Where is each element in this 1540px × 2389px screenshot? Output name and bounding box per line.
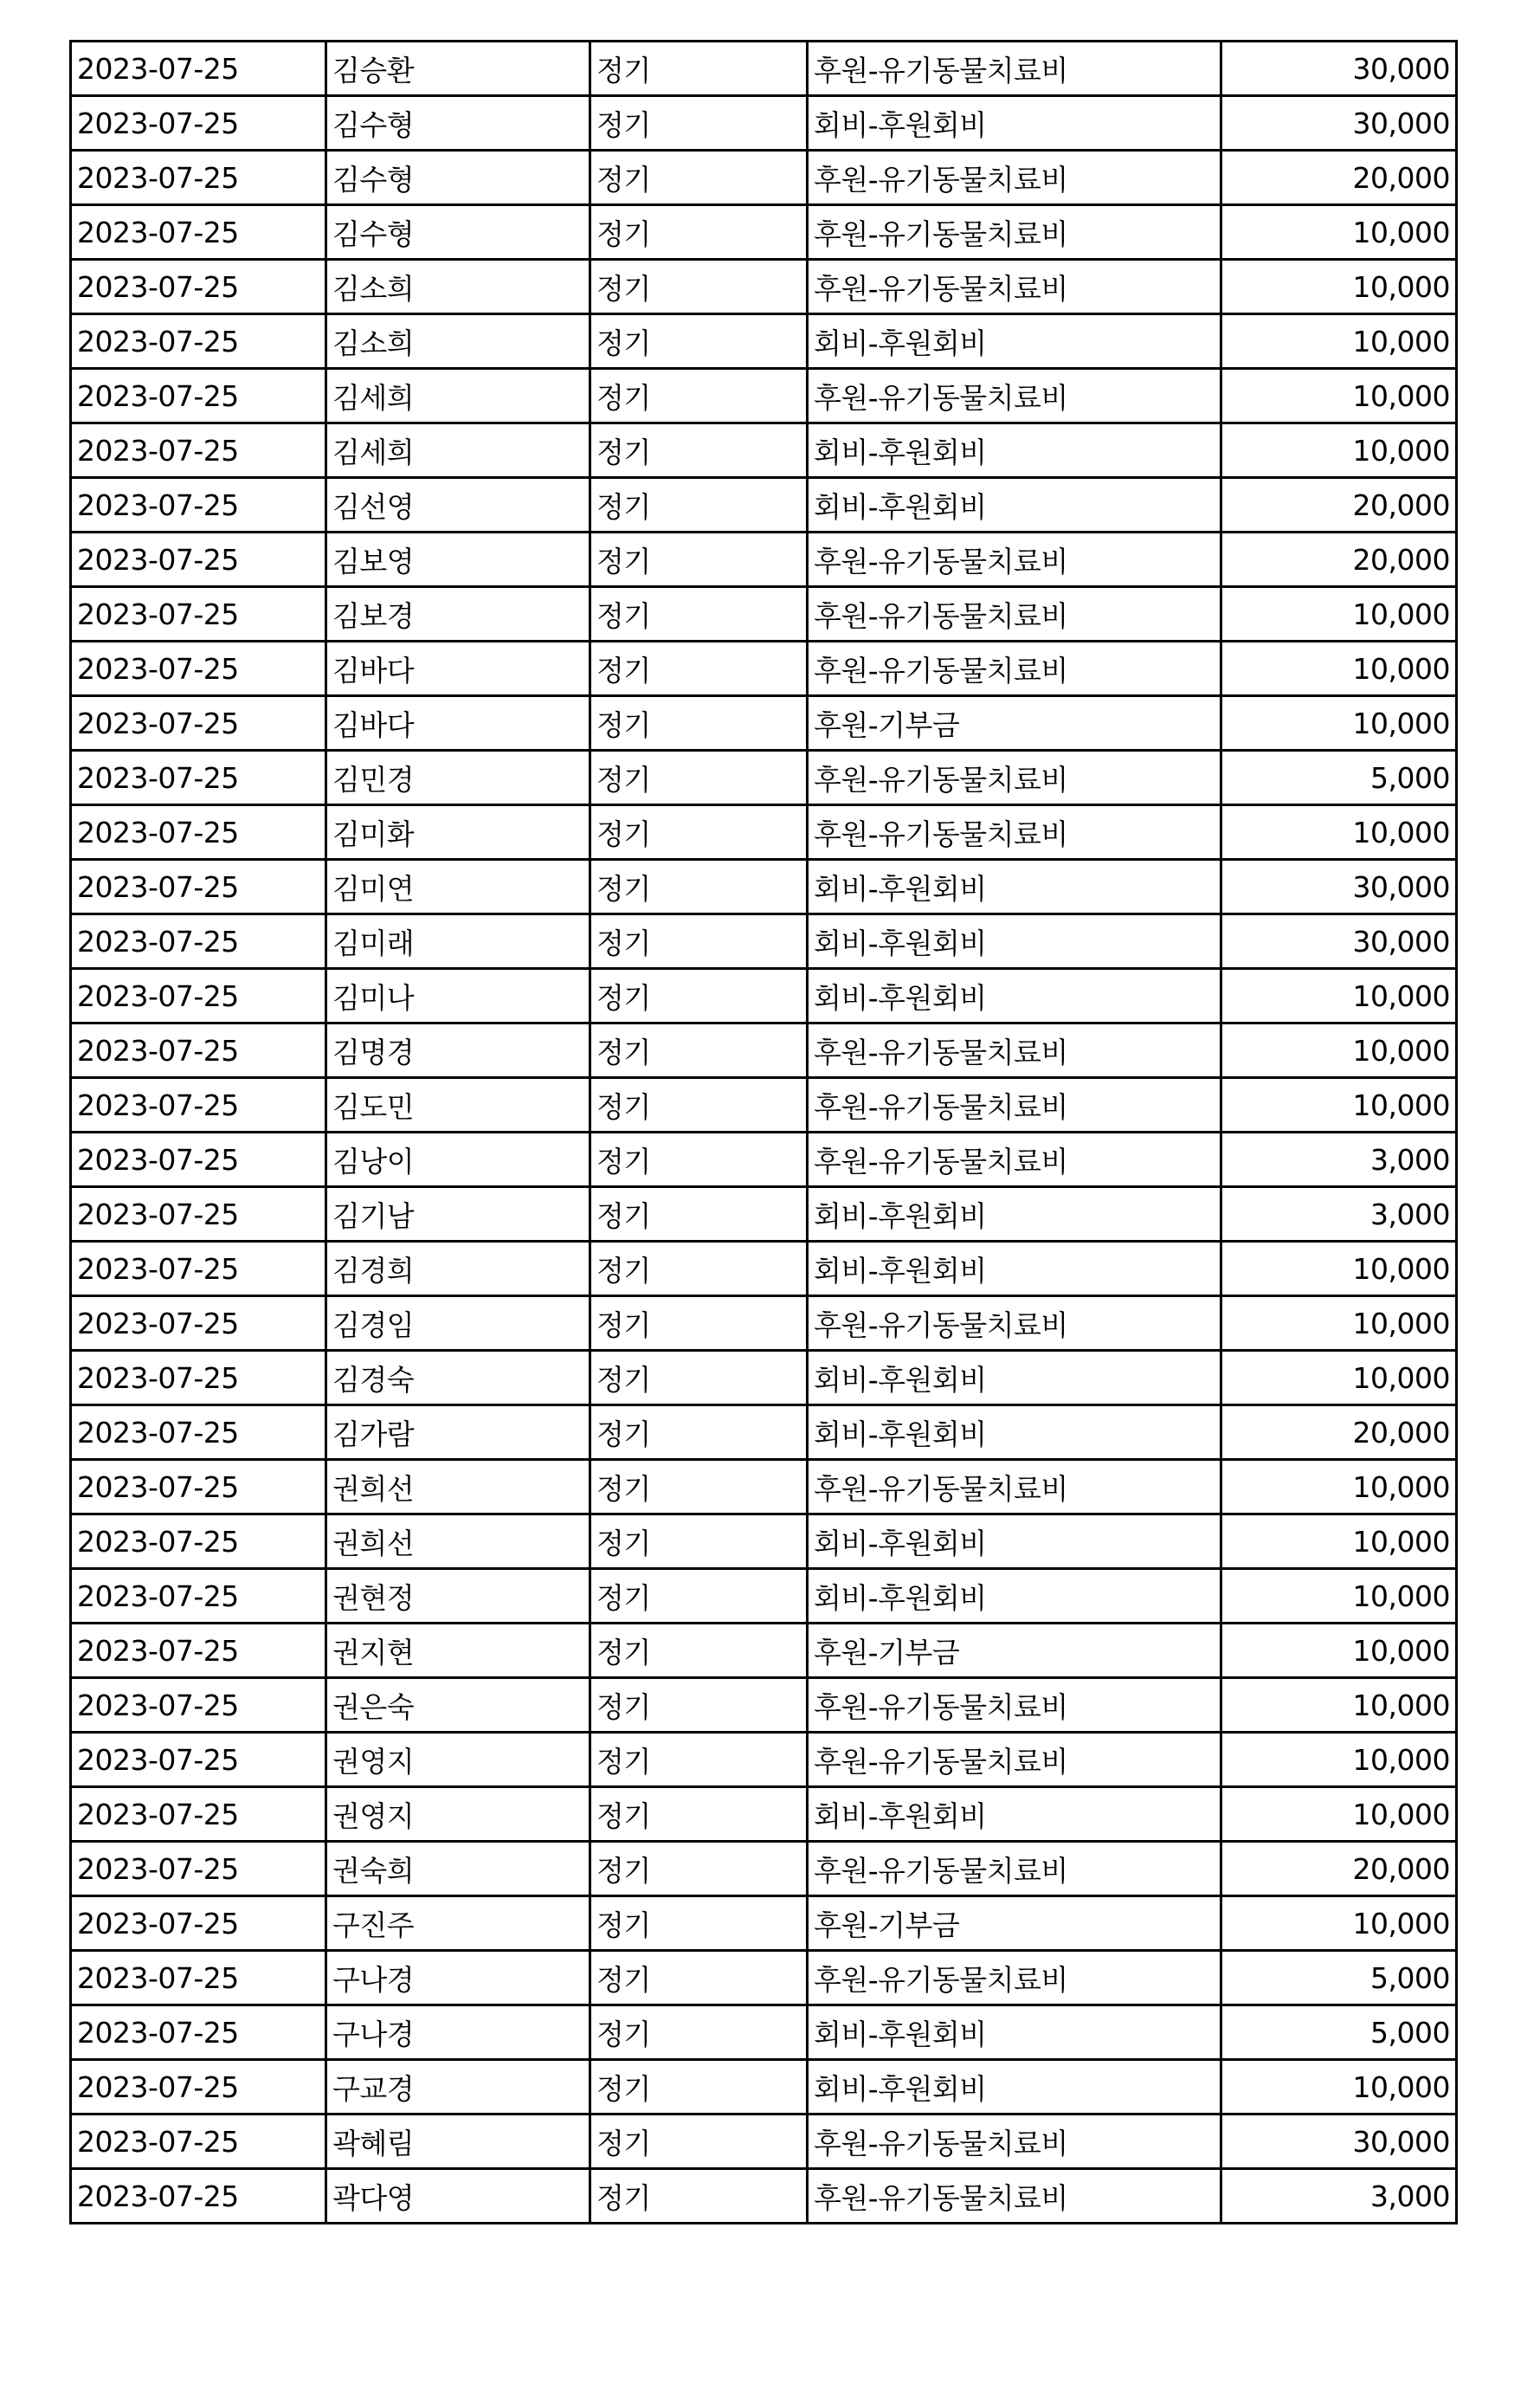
category-cell: 후원-유기동물치료비 xyxy=(808,642,1221,696)
category-cell: 회비-후원회비 xyxy=(808,423,1221,478)
category-cell: 후원-유기동물치료비 xyxy=(808,587,1221,642)
table-row xyxy=(71,1187,1457,1242)
table-row xyxy=(71,314,1457,369)
payment-type-cell: 정기 xyxy=(590,1405,808,1460)
category-cell: 후원-유기동물치료비 xyxy=(808,751,1221,805)
payment-type-cell: 정기 xyxy=(590,1242,808,1296)
donor-name-cell: 구진주 xyxy=(326,1896,590,1951)
payment-type-cell: 정기 xyxy=(590,2060,808,2115)
amount-cell: 20,000 xyxy=(1221,151,1457,205)
date-cell: 2023-07-25 xyxy=(71,1296,326,1351)
table-row xyxy=(71,42,1457,96)
payment-type-cell: 정기 xyxy=(590,860,808,914)
payment-type-cell: 정기 xyxy=(590,642,808,696)
date-cell: 2023-07-25 xyxy=(71,1514,326,1569)
donor-name-cell: 구나경 xyxy=(326,1951,590,2005)
amount-cell: 10,000 xyxy=(1221,1787,1457,1842)
date-cell: 2023-07-25 xyxy=(71,205,326,260)
donor-name-cell: 김소희 xyxy=(326,260,590,314)
amount-cell: 10,000 xyxy=(1221,1023,1457,1078)
amount-cell: 30,000 xyxy=(1221,42,1457,96)
table-row xyxy=(71,478,1457,533)
payment-type-cell: 정기 xyxy=(590,805,808,860)
category-cell: 후원-유기동물치료비 xyxy=(808,2115,1221,2169)
donor-name-cell: 김바다 xyxy=(326,642,590,696)
donor-name-cell: 김세희 xyxy=(326,369,590,423)
table-row xyxy=(71,587,1457,642)
category-cell: 회비-후원회비 xyxy=(808,314,1221,369)
payment-type-cell: 정기 xyxy=(590,1514,808,1569)
amount-cell: 10,000 xyxy=(1221,1896,1457,1951)
amount-cell: 3,000 xyxy=(1221,1133,1457,1187)
date-cell: 2023-07-25 xyxy=(71,1351,326,1405)
payment-type-cell: 정기 xyxy=(590,969,808,1023)
donor-name-cell: 구교경 xyxy=(326,2060,590,2115)
category-cell: 회비-후원회비 xyxy=(808,1187,1221,1242)
category-cell: 후원-기부금 xyxy=(808,696,1221,751)
category-cell: 후원-유기동물치료비 xyxy=(808,533,1221,587)
category-cell: 후원-유기동물치료비 xyxy=(808,805,1221,860)
donor-name-cell: 김경희 xyxy=(326,1242,590,1296)
amount-cell: 30,000 xyxy=(1221,2115,1457,2169)
category-cell: 후원-유기동물치료비 xyxy=(808,205,1221,260)
payment-type-cell: 정기 xyxy=(590,914,808,969)
table-row xyxy=(71,260,1457,314)
date-cell: 2023-07-25 xyxy=(71,1460,326,1514)
amount-cell: 10,000 xyxy=(1221,260,1457,314)
date-cell: 2023-07-25 xyxy=(71,587,326,642)
amount-cell: 30,000 xyxy=(1221,914,1457,969)
payment-type-cell: 정기 xyxy=(590,1842,808,1896)
amount-cell: 20,000 xyxy=(1221,1842,1457,1896)
date-cell: 2023-07-25 xyxy=(71,914,326,969)
table-row xyxy=(71,805,1457,860)
category-cell: 후원-유기동물치료비 xyxy=(808,42,1221,96)
donor-name-cell: 김선영 xyxy=(326,478,590,533)
table-row xyxy=(71,1133,1457,1187)
table-row xyxy=(71,423,1457,478)
category-cell: 후원-유기동물치료비 xyxy=(808,2169,1221,2224)
category-cell: 후원-유기동물치료비 xyxy=(808,1733,1221,1787)
amount-cell: 5,000 xyxy=(1221,1951,1457,2005)
date-cell: 2023-07-25 xyxy=(71,151,326,205)
table-row xyxy=(71,914,1457,969)
date-cell: 2023-07-25 xyxy=(71,1569,326,1624)
payment-type-cell: 정기 xyxy=(590,369,808,423)
donation-ledger-table xyxy=(69,40,1458,2224)
date-cell: 2023-07-25 xyxy=(71,1787,326,1842)
donor-name-cell: 김낭이 xyxy=(326,1133,590,1187)
payment-type-cell: 정기 xyxy=(590,1460,808,1514)
payment-type-cell: 정기 xyxy=(590,1624,808,1678)
donor-name-cell: 김보영 xyxy=(326,533,590,587)
payment-type-cell: 정기 xyxy=(590,478,808,533)
ledger-body xyxy=(71,42,1457,2224)
category-cell: 회비-후원회비 xyxy=(808,96,1221,151)
donor-name-cell: 권영지 xyxy=(326,1733,590,1787)
date-cell: 2023-07-25 xyxy=(71,1896,326,1951)
amount-cell: 20,000 xyxy=(1221,478,1457,533)
payment-type-cell: 정기 xyxy=(590,2005,808,2060)
category-cell: 회비-후원회비 xyxy=(808,914,1221,969)
table-row xyxy=(71,1296,1457,1351)
payment-type-cell: 정기 xyxy=(590,1896,808,1951)
donor-name-cell: 김미래 xyxy=(326,914,590,969)
payment-type-cell: 정기 xyxy=(590,42,808,96)
category-cell: 회비-후원회비 xyxy=(808,478,1221,533)
donor-name-cell: 김보경 xyxy=(326,587,590,642)
table-row xyxy=(71,205,1457,260)
payment-type-cell: 정기 xyxy=(590,696,808,751)
donor-name-cell: 권영지 xyxy=(326,1787,590,1842)
table-row xyxy=(71,1951,1457,2005)
category-cell: 후원-유기동물치료비 xyxy=(808,260,1221,314)
table-row xyxy=(71,1678,1457,1733)
date-cell: 2023-07-25 xyxy=(71,260,326,314)
payment-type-cell: 정기 xyxy=(590,1569,808,1624)
category-cell: 후원-유기동물치료비 xyxy=(808,1023,1221,1078)
date-cell: 2023-07-25 xyxy=(71,423,326,478)
payment-type-cell: 정기 xyxy=(590,2115,808,2169)
amount-cell: 30,000 xyxy=(1221,860,1457,914)
date-cell: 2023-07-25 xyxy=(71,805,326,860)
category-cell: 후원-유기동물치료비 xyxy=(808,1842,1221,1896)
category-cell: 후원-유기동물치료비 xyxy=(808,1460,1221,1514)
date-cell: 2023-07-25 xyxy=(71,2060,326,2115)
donor-name-cell: 김명경 xyxy=(326,1023,590,1078)
donor-name-cell: 권숙희 xyxy=(326,1842,590,1896)
amount-cell: 10,000 xyxy=(1221,1569,1457,1624)
category-cell: 후원-유기동물치료비 xyxy=(808,369,1221,423)
date-cell: 2023-07-25 xyxy=(71,1951,326,2005)
payment-type-cell: 정기 xyxy=(590,751,808,805)
donor-name-cell: 김미연 xyxy=(326,860,590,914)
amount-cell: 10,000 xyxy=(1221,205,1457,260)
payment-type-cell: 정기 xyxy=(590,1296,808,1351)
donor-name-cell: 김수형 xyxy=(326,151,590,205)
amount-cell: 10,000 xyxy=(1221,1296,1457,1351)
category-cell: 후원-기부금 xyxy=(808,1896,1221,1951)
table-row xyxy=(71,1351,1457,1405)
table-row xyxy=(71,2060,1457,2115)
donor-name-cell: 김바다 xyxy=(326,696,590,751)
amount-cell: 3,000 xyxy=(1221,1187,1457,1242)
amount-cell: 10,000 xyxy=(1221,1624,1457,1678)
amount-cell: 20,000 xyxy=(1221,1405,1457,1460)
payment-type-cell: 정기 xyxy=(590,1023,808,1078)
date-cell: 2023-07-25 xyxy=(71,1242,326,1296)
category-cell: 후원-유기동물치료비 xyxy=(808,1951,1221,2005)
category-cell: 회비-후원회비 xyxy=(808,969,1221,1023)
date-cell: 2023-07-25 xyxy=(71,1678,326,1733)
amount-cell: 20,000 xyxy=(1221,533,1457,587)
table-row xyxy=(71,1896,1457,1951)
table-row xyxy=(71,860,1457,914)
category-cell: 후원-기부금 xyxy=(808,1624,1221,1678)
date-cell: 2023-07-25 xyxy=(71,42,326,96)
amount-cell: 10,000 xyxy=(1221,1678,1457,1733)
table-row xyxy=(71,2005,1457,2060)
table-row xyxy=(71,96,1457,151)
table-row xyxy=(71,1078,1457,1133)
category-cell: 회비-후원회비 xyxy=(808,1514,1221,1569)
payment-type-cell: 정기 xyxy=(590,587,808,642)
payment-type-cell: 정기 xyxy=(590,151,808,205)
table-row xyxy=(71,1514,1457,1569)
category-cell: 회비-후원회비 xyxy=(808,1351,1221,1405)
amount-cell: 10,000 xyxy=(1221,642,1457,696)
table-row xyxy=(71,1023,1457,1078)
donor-name-cell: 김미화 xyxy=(326,805,590,860)
payment-type-cell: 정기 xyxy=(590,1678,808,1733)
donor-name-cell: 김경숙 xyxy=(326,1351,590,1405)
date-cell: 2023-07-25 xyxy=(71,1405,326,1460)
category-cell: 후원-유기동물치료비 xyxy=(808,1678,1221,1733)
donor-name-cell: 김세희 xyxy=(326,423,590,478)
payment-type-cell: 정기 xyxy=(590,1787,808,1842)
date-cell: 2023-07-25 xyxy=(71,1842,326,1896)
amount-cell: 10,000 xyxy=(1221,1514,1457,1569)
donor-name-cell: 권지현 xyxy=(326,1624,590,1678)
date-cell: 2023-07-25 xyxy=(71,478,326,533)
donor-name-cell: 김가람 xyxy=(326,1405,590,1460)
category-cell: 회비-후원회비 xyxy=(808,1405,1221,1460)
date-cell: 2023-07-25 xyxy=(71,96,326,151)
payment-type-cell: 정기 xyxy=(590,1078,808,1133)
payment-type-cell: 정기 xyxy=(590,1133,808,1187)
donor-name-cell: 김경임 xyxy=(326,1296,590,1351)
amount-cell: 10,000 xyxy=(1221,1078,1457,1133)
table-row xyxy=(71,2115,1457,2169)
date-cell: 2023-07-25 xyxy=(71,533,326,587)
amount-cell: 10,000 xyxy=(1221,805,1457,860)
amount-cell: 10,000 xyxy=(1221,1460,1457,1514)
category-cell: 회비-후원회비 xyxy=(808,1242,1221,1296)
donor-name-cell: 곽다영 xyxy=(326,2169,590,2224)
category-cell: 후원-유기동물치료비 xyxy=(808,151,1221,205)
table-row xyxy=(71,1787,1457,1842)
donor-name-cell: 권희선 xyxy=(326,1460,590,1514)
amount-cell: 30,000 xyxy=(1221,96,1457,151)
donor-name-cell: 김민경 xyxy=(326,751,590,805)
donor-name-cell: 김수형 xyxy=(326,205,590,260)
date-cell: 2023-07-25 xyxy=(71,751,326,805)
table-row xyxy=(71,1242,1457,1296)
date-cell: 2023-07-25 xyxy=(71,860,326,914)
amount-cell: 10,000 xyxy=(1221,696,1457,751)
amount-cell: 5,000 xyxy=(1221,2005,1457,2060)
amount-cell: 10,000 xyxy=(1221,2060,1457,2115)
donor-name-cell: 곽혜림 xyxy=(326,2115,590,2169)
donor-name-cell: 권희선 xyxy=(326,1514,590,1569)
date-cell: 2023-07-25 xyxy=(71,642,326,696)
donor-name-cell: 김미나 xyxy=(326,969,590,1023)
payment-type-cell: 정기 xyxy=(590,423,808,478)
payment-type-cell: 정기 xyxy=(590,1951,808,2005)
table-row xyxy=(71,151,1457,205)
donor-name-cell: 김소희 xyxy=(326,314,590,369)
amount-cell: 10,000 xyxy=(1221,1242,1457,1296)
date-cell: 2023-07-25 xyxy=(71,314,326,369)
amount-cell: 10,000 xyxy=(1221,314,1457,369)
payment-type-cell: 정기 xyxy=(590,1351,808,1405)
table-row xyxy=(71,642,1457,696)
date-cell: 2023-07-25 xyxy=(71,1187,326,1242)
amount-cell: 10,000 xyxy=(1221,1733,1457,1787)
table-row xyxy=(71,969,1457,1023)
category-cell: 회비-후원회비 xyxy=(808,2005,1221,2060)
date-cell: 2023-07-25 xyxy=(71,1133,326,1187)
category-cell: 회비-후원회비 xyxy=(808,1569,1221,1624)
table-row xyxy=(71,1405,1457,1460)
date-cell: 2023-07-25 xyxy=(71,1078,326,1133)
payment-type-cell: 정기 xyxy=(590,260,808,314)
amount-cell: 10,000 xyxy=(1221,969,1457,1023)
table-row xyxy=(71,1569,1457,1624)
date-cell: 2023-07-25 xyxy=(71,2115,326,2169)
donor-name-cell: 김승환 xyxy=(326,42,590,96)
table-row xyxy=(71,1842,1457,1896)
amount-cell: 10,000 xyxy=(1221,369,1457,423)
date-cell: 2023-07-25 xyxy=(71,2169,326,2224)
category-cell: 회비-후원회비 xyxy=(808,1787,1221,1842)
table-row xyxy=(71,1624,1457,1678)
payment-type-cell: 정기 xyxy=(590,96,808,151)
table-row xyxy=(71,2169,1457,2224)
table-row xyxy=(71,533,1457,587)
donor-name-cell: 권은숙 xyxy=(326,1678,590,1733)
payment-type-cell: 정기 xyxy=(590,533,808,587)
donor-name-cell: 권현정 xyxy=(326,1569,590,1624)
donor-name-cell: 김도민 xyxy=(326,1078,590,1133)
table-row xyxy=(71,751,1457,805)
category-cell: 회비-후원회비 xyxy=(808,860,1221,914)
amount-cell: 10,000 xyxy=(1221,587,1457,642)
amount-cell: 10,000 xyxy=(1221,1351,1457,1405)
date-cell: 2023-07-25 xyxy=(71,696,326,751)
table-row xyxy=(71,1733,1457,1787)
amount-cell: 3,000 xyxy=(1221,2169,1457,2224)
category-cell: 후원-유기동물치료비 xyxy=(808,1296,1221,1351)
category-cell: 후원-유기동물치료비 xyxy=(808,1078,1221,1133)
payment-type-cell: 정기 xyxy=(590,1733,808,1787)
date-cell: 2023-07-25 xyxy=(71,1733,326,1787)
donor-name-cell: 구나경 xyxy=(326,2005,590,2060)
table-row xyxy=(71,1460,1457,1514)
category-cell: 후원-유기동물치료비 xyxy=(808,1133,1221,1187)
amount-cell: 10,000 xyxy=(1221,423,1457,478)
payment-type-cell: 정기 xyxy=(590,1187,808,1242)
donor-name-cell: 김수형 xyxy=(326,96,590,151)
date-cell: 2023-07-25 xyxy=(71,369,326,423)
date-cell: 2023-07-25 xyxy=(71,1023,326,1078)
amount-cell: 5,000 xyxy=(1221,751,1457,805)
date-cell: 2023-07-25 xyxy=(71,969,326,1023)
date-cell: 2023-07-25 xyxy=(71,2005,326,2060)
payment-type-cell: 정기 xyxy=(590,205,808,260)
table-row xyxy=(71,696,1457,751)
donor-name-cell: 김기남 xyxy=(326,1187,590,1242)
category-cell: 회비-후원회비 xyxy=(808,2060,1221,2115)
table-row xyxy=(71,369,1457,423)
payment-type-cell: 정기 xyxy=(590,2169,808,2224)
payment-type-cell: 정기 xyxy=(590,314,808,369)
date-cell: 2023-07-25 xyxy=(71,1624,326,1678)
